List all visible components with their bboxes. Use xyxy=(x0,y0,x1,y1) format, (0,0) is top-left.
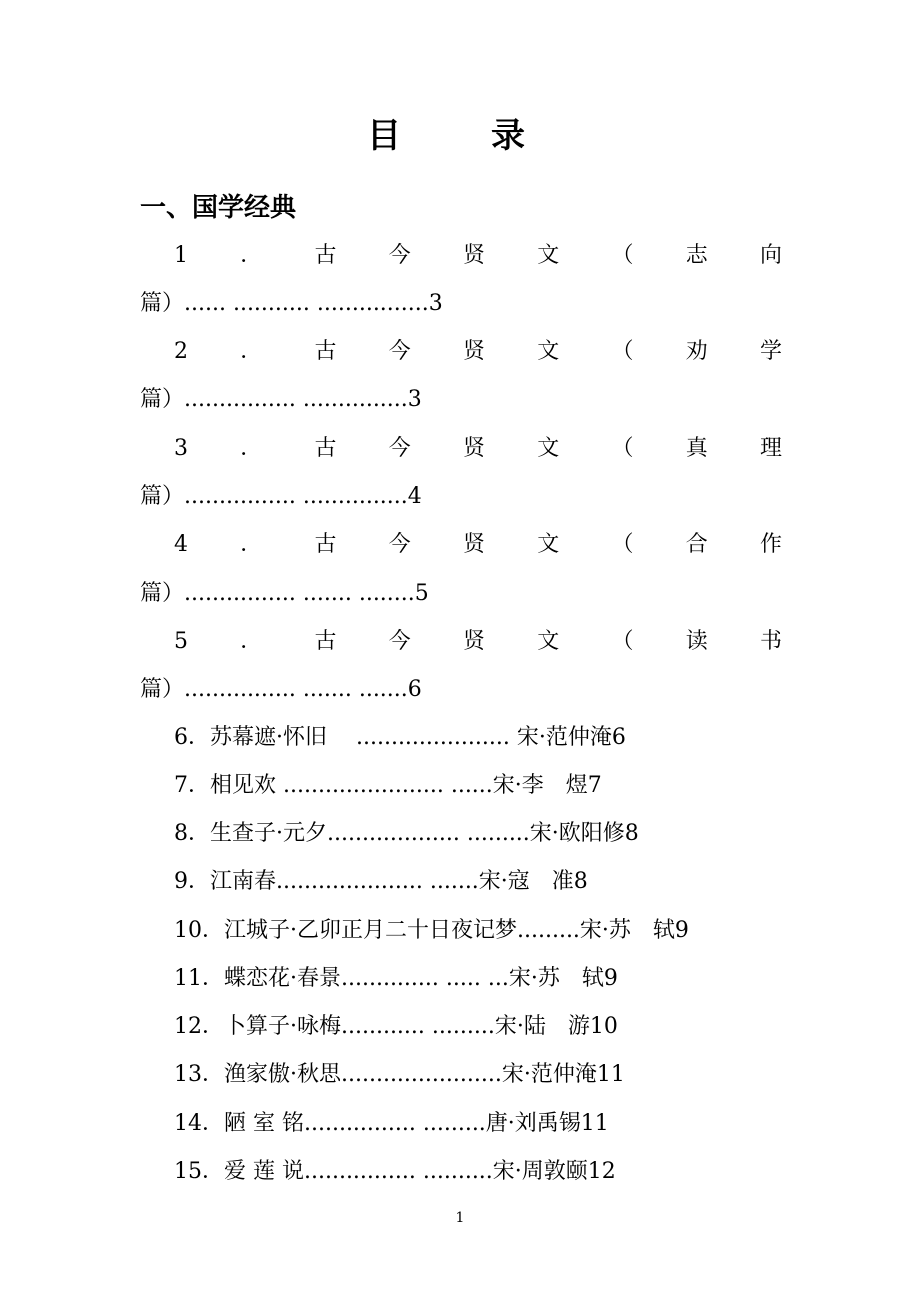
toc-entry[interactable]: 8．生查子·元夕................... .........宋·欧阳修8 xyxy=(174,821,639,846)
toc-entry-3-part: 3 xyxy=(174,436,188,461)
toc-entry[interactable]: 10．江城子·乙卯正月二十日夜记梦.........宋·苏 轼9 xyxy=(174,918,689,943)
toc-entry-2-tail[interactable]: 篇）................ ...............3 xyxy=(140,387,422,412)
toc-entry-5-part: 书 xyxy=(759,629,782,654)
toc-entry-3-part: 理 xyxy=(759,436,782,461)
toc-entry-2-part: ． xyxy=(240,339,263,364)
toc-entry-3-part: 真 xyxy=(685,436,708,461)
toc-entry-2-part: 劝 xyxy=(685,339,708,364)
toc-entry[interactable]: 15．爱 莲 说................ ..........宋·周敦颐12 xyxy=(174,1159,616,1184)
toc-entry-4-part: 文 xyxy=(537,532,560,557)
toc-entry[interactable]: 14．陋 室 铭................ .........唐·刘禹锡11 xyxy=(174,1111,609,1136)
toc-entry[interactable]: 9．江南春..................... .......宋·寇 准8 xyxy=(174,869,588,894)
toc-entry[interactable]: 12．卜算子·咏梅............ .........宋·陆 游10 xyxy=(174,1014,618,1039)
toc-entry-1-part: 志 xyxy=(685,243,708,268)
section-heading: 一、国学经典 xyxy=(140,193,297,223)
toc-entry-5-part: 贤 xyxy=(462,629,485,654)
toc-entry-4-tail[interactable]: 篇）................ ....... ........5 xyxy=(140,581,429,606)
toc-entry-1-part: ． xyxy=(240,243,263,268)
toc-entry-4-part: 作 xyxy=(759,532,782,557)
toc-entry-4-part: 合 xyxy=(685,532,708,557)
toc-entry-1-part: 贤 xyxy=(462,243,485,268)
toc-entry-2-part: 文 xyxy=(537,339,560,364)
toc-entry-4-line[interactable] xyxy=(174,527,782,563)
toc-entry-3-part: 文 xyxy=(537,436,560,461)
toc-entry-1-part: 今 xyxy=(388,243,411,268)
toc-entry-2-part: 今 xyxy=(388,339,411,364)
toc-entry-2-line[interactable] xyxy=(174,334,782,370)
toc-entry-2-part: 古 xyxy=(314,339,337,364)
toc-entry[interactable]: 7．相见欢 ....................... ......宋·李 煜7 xyxy=(174,773,602,798)
toc-entry-4-part: 4 xyxy=(174,532,188,557)
toc-entry-1-tail[interactable]: 篇）...... ........... ................3 xyxy=(140,291,443,316)
toc-entry-1-part: 古 xyxy=(314,243,337,268)
toc-entry-2-part: 学 xyxy=(759,339,782,364)
toc-entry-3-part: 今 xyxy=(388,436,411,461)
toc-entry-4-part: 古 xyxy=(314,532,337,557)
toc-entry-5-part: 5 xyxy=(174,629,188,654)
toc-entry-2-part: （ xyxy=(611,339,634,364)
toc-entry-5-line[interactable] xyxy=(174,624,782,660)
toc-entry-5-part: 文 xyxy=(537,629,560,654)
toc-entry-4-part: ． xyxy=(240,532,263,557)
toc-entry-1-line[interactable] xyxy=(174,238,782,274)
toc-entry-5-tail[interactable]: 篇）................ ....... .......6 xyxy=(140,677,422,702)
toc-entry-3-part: 古 xyxy=(314,436,337,461)
page-title: 目 录 xyxy=(367,116,553,156)
toc-entry-3-line[interactable] xyxy=(174,431,782,467)
toc-entry-4-part: （ xyxy=(611,532,634,557)
toc-entry[interactable]: 11．蝶恋花·春景.............. ..... ...宋·苏 轼9 xyxy=(174,966,618,991)
toc-entry-1-part: 向 xyxy=(759,243,782,268)
toc-entry-2-part: 贤 xyxy=(462,339,485,364)
toc-entry-3-part: 贤 xyxy=(462,436,485,461)
toc-entry[interactable]: 6．苏幕遮·怀旧 ...................... 宋·范仲淹6 xyxy=(174,725,626,750)
page-number: 1 xyxy=(455,1210,465,1226)
toc-entry-5-part: 读 xyxy=(685,629,708,654)
toc-entry-5-part: 古 xyxy=(314,629,337,654)
toc-entry-5-part: ． xyxy=(240,629,263,654)
toc-entry-3-part: （ xyxy=(611,436,634,461)
toc-entry-2-part: 2 xyxy=(174,339,188,364)
toc-entry-3-tail[interactable]: 篇）................ ...............4 xyxy=(140,484,422,509)
toc-entry-4-part: 今 xyxy=(388,532,411,557)
toc-entry-3-part: ． xyxy=(240,436,263,461)
toc-entry-5-part: 今 xyxy=(388,629,411,654)
toc-entry-4-part: 贤 xyxy=(462,532,485,557)
toc-entry-1-part: 文 xyxy=(537,243,560,268)
toc-entry-1-part: 1 xyxy=(174,243,188,268)
toc-entry-1-part: （ xyxy=(611,243,634,268)
toc-entry-5-part: （ xyxy=(611,629,634,654)
toc-entry[interactable]: 13．渔家傲·秋思.......................宋·范仲淹11 xyxy=(174,1062,625,1087)
